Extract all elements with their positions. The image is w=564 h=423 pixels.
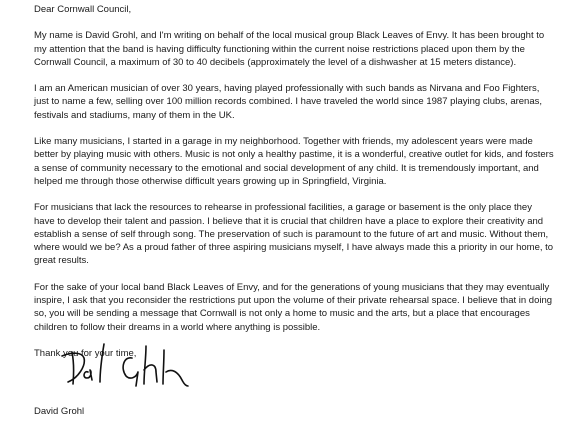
letter-paragraph-4: For musicians that lack the resources to rehearse in professional facilities, a garage or basement is the only place they have to develop their talent and passion. I believe that it is crucial that children have a place to explore their creativity and establish a sense of self through song. The preservation of such is paramount to the future of art and music. Without them, where would we be? As a proud father of three aspiring musicians myself, I have always made this a priority in our home, to great results. [34,202,554,267]
letter-paragraph-1: My name is David Grohl, and I'm writing on behalf of the local musical group Black Leaves of Envy. It has been brought to my attention that the band is having difficulty functioning within the current noise restrictions placed upon them by the Cornwall Council, a maximum of 30 to 40 decibels (approximately the level of a dishwasher at 15 meters distance). [34,30,545,68]
letter-body [34,3,554,360]
signer-name: David Grohl [34,406,85,417]
letter-paragraph-3: Like many musicians, I started in a garage in my neighborhood. Together with friends, my adolescent years were made better by playing music with others. Music is not only a healthy pastime, it is a wonderful, creative outlet for kids, and fosters a sense of community necessary to the emotional and social development of any child. It is tremendously important, and helped me through those otherwise difficult years growing up in Springfield, Virginia. [34,136,554,187]
letter-greeting: Dear Cornwall Council, [34,4,132,15]
letter-paragraph-2: I am an American musician of over 30 years, having played professionally with such bands as Nirvana and Foo Fighters, just to name a few, selling over 100 million records combined. I have traveled the world since 1987 playing clubs, arenas, festivals and stadiums, many of them in the UK. [34,83,542,121]
letter-closing: Thank you for your time, [34,347,137,359]
handwritten-signature-icon [60,342,190,390]
letter-paragraph-5: For the sake of your local band Black Leaves of Envy, and for the generations of young musicians that they may eventually inspire, I ask that you reconsider the restrictions put upon the volume of their private rehearsal space. I believe that in doing so, you will be sending a message that Cornwall is not only a home to music and the arts, but a place that encourages children to follow their dreams in a world where anything is possible. [34,281,553,333]
